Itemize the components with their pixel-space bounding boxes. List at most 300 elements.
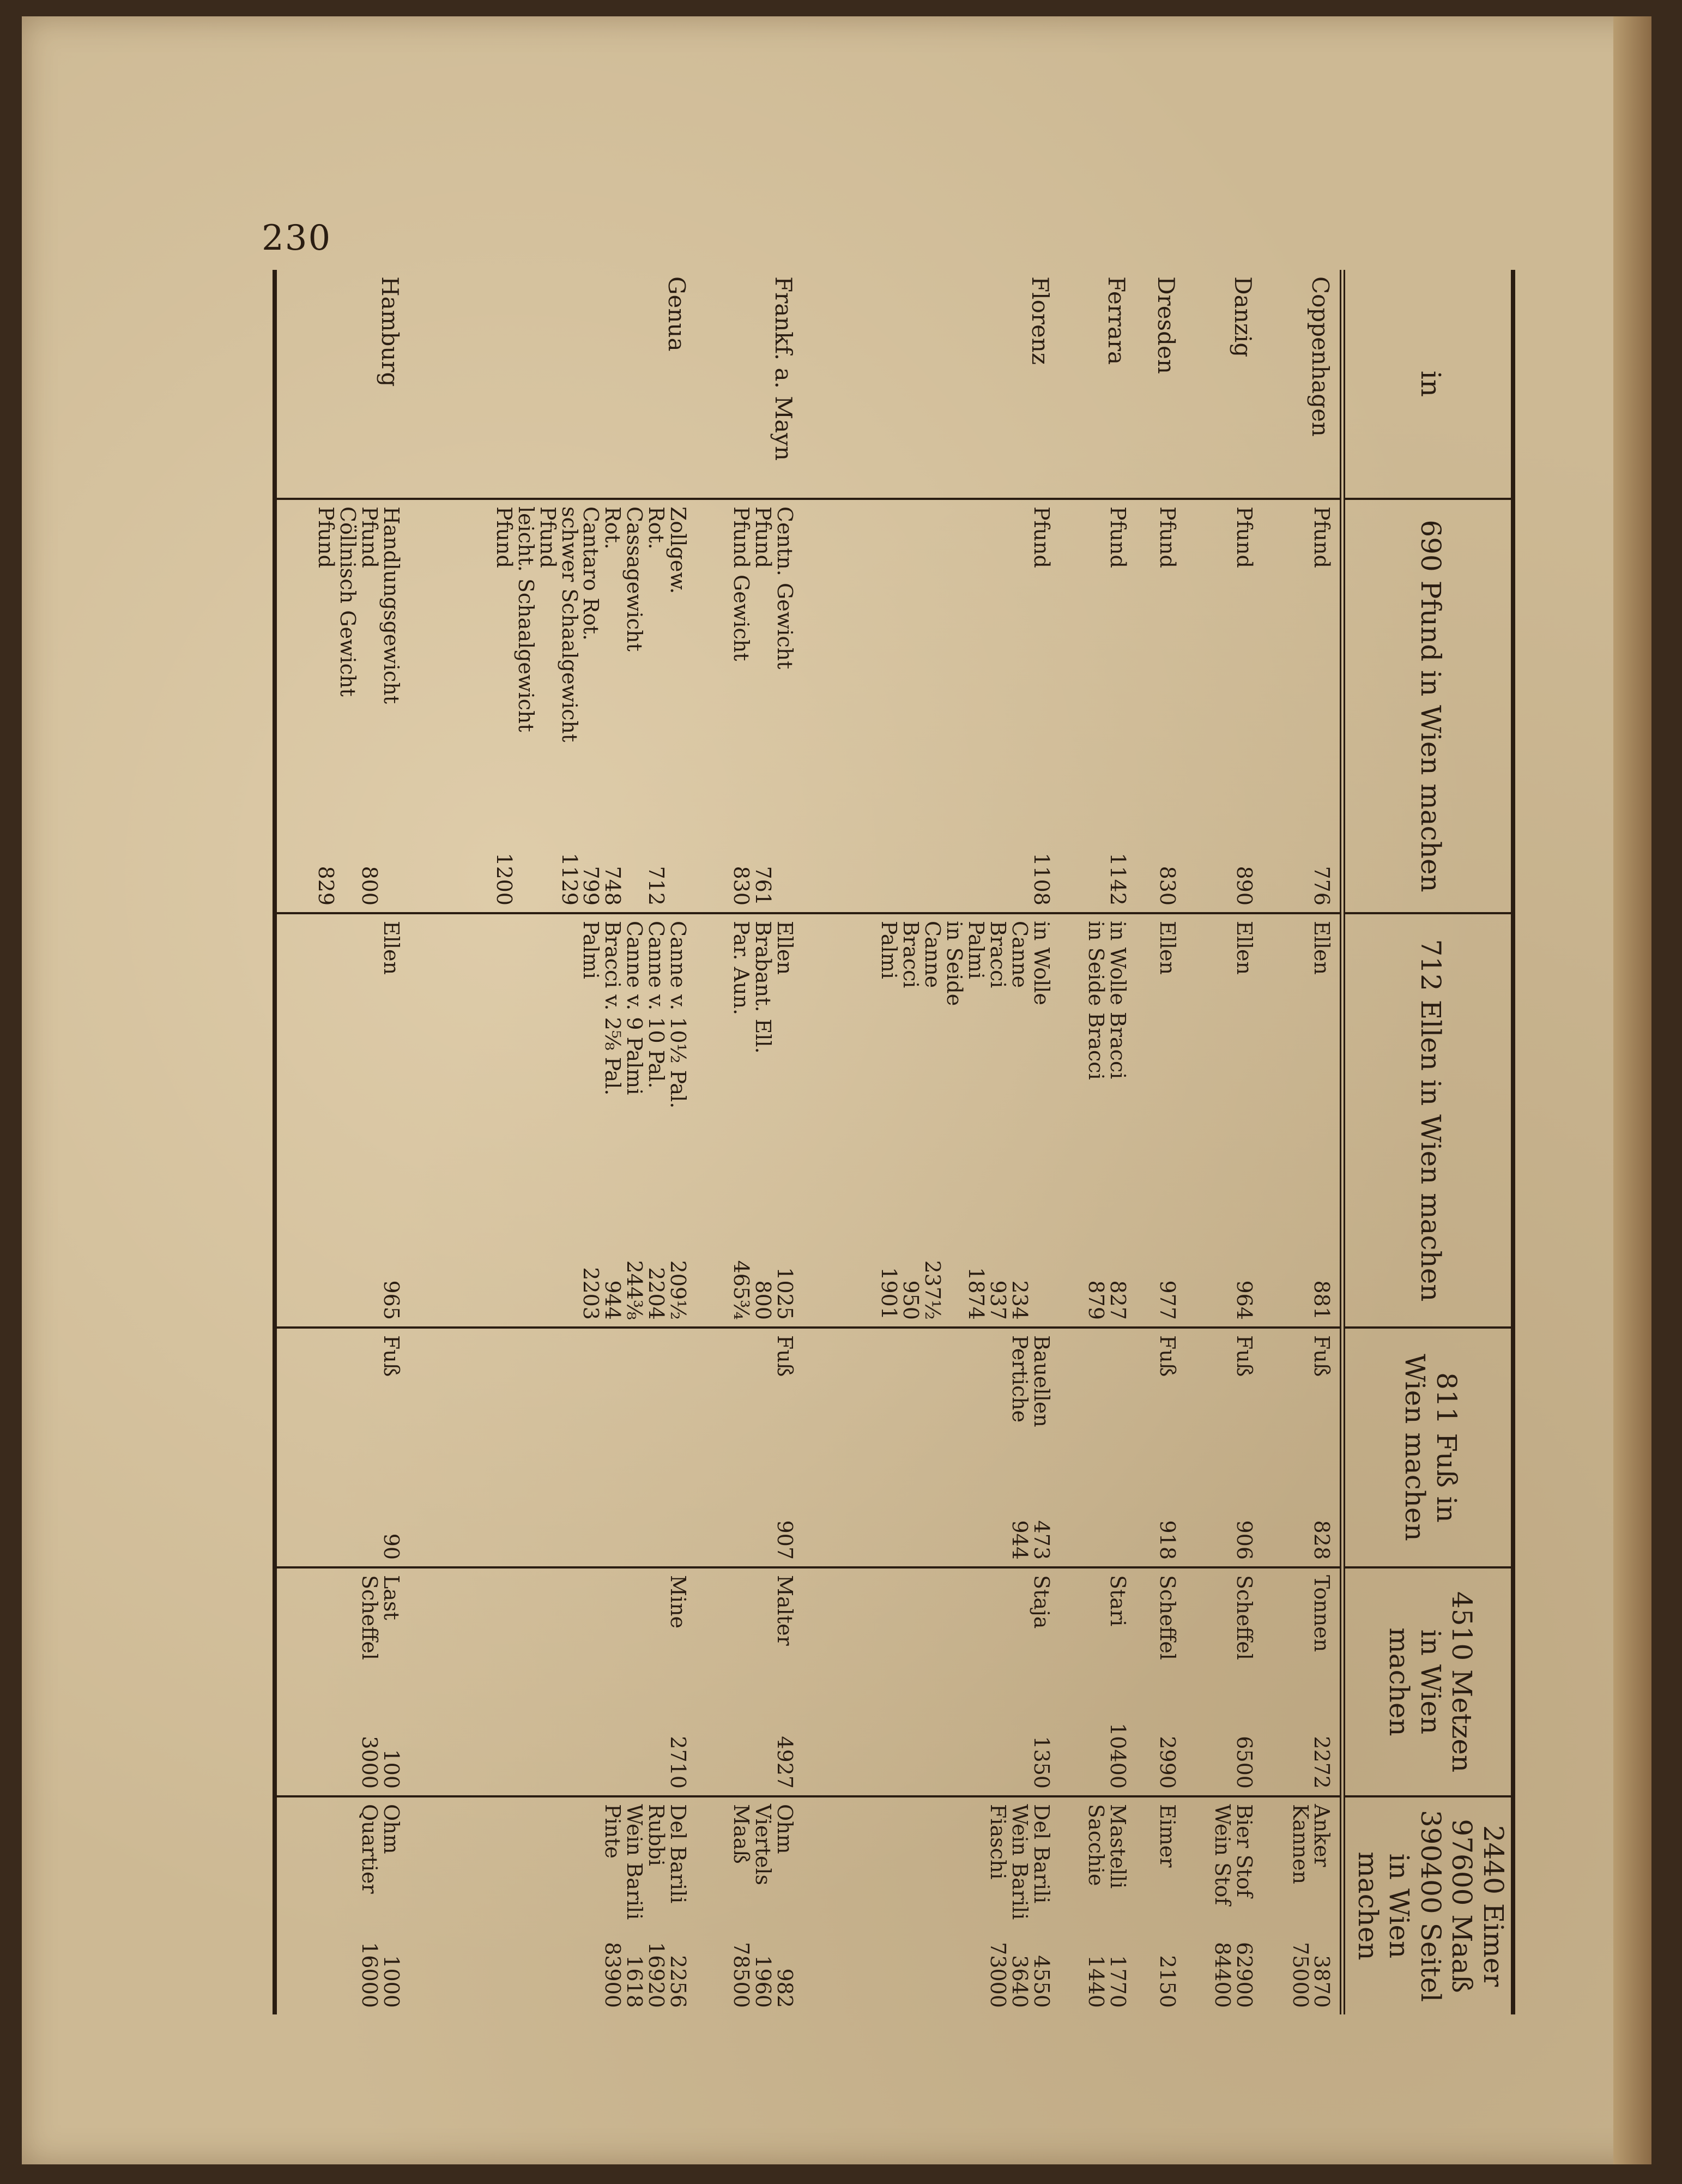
unit-value: 906	[1232, 1520, 1257, 1560]
unit-value: 2203	[579, 1267, 603, 1320]
unit-label: in Wolle	[1029, 921, 1054, 1005]
cell-entry	[1106, 1575, 1128, 1789]
cell-entry	[987, 1804, 1008, 2008]
unit-value	[773, 840, 795, 906]
cell-entry	[752, 921, 773, 1320]
unit-value: 1960	[751, 1955, 775, 2008]
unit-label: Bier Stof	[1232, 1804, 1257, 1898]
cell-entry	[558, 506, 580, 906]
cell-entry	[601, 921, 623, 1320]
cell-entry	[1084, 921, 1109, 1320]
unit-label: Handlungsgewicht	[379, 506, 403, 704]
cell-metzen	[409, 1567, 696, 1796]
unit-label: Cöllnisch Gewicht	[336, 506, 360, 697]
unit-value: 3640	[1007, 1955, 1032, 2008]
unit-value: 944	[1007, 1520, 1032, 1560]
cell-entry	[1233, 1804, 1255, 2008]
unit-value: 2710	[665, 1736, 690, 1789]
unit-value: 84400	[1211, 1942, 1235, 2008]
cell-entry	[730, 1804, 752, 2008]
unit-label: Ohm	[772, 1804, 797, 1854]
unit-label: Pfund	[751, 506, 775, 568]
unit-value: 2272	[1310, 1736, 1334, 1789]
cell-entry	[667, 1804, 688, 2008]
cell-eimer	[696, 1796, 803, 2014]
unit-value: 10400	[1106, 1723, 1130, 1789]
unit-value: 982	[772, 1968, 797, 2008]
unit-value: 937	[985, 1280, 1010, 1320]
table-row	[1262, 270, 1342, 2014]
city-name: Hamburg	[376, 276, 403, 387]
unit-value: 1901	[877, 1267, 901, 1320]
unit-value: 4550	[1029, 1955, 1054, 2008]
unit-label: Last	[379, 1575, 403, 1620]
table-row	[696, 270, 803, 2014]
unit-value: 3870	[1310, 1955, 1334, 2008]
unit-label: schwer Schaalgewicht	[557, 506, 582, 743]
cell-entry	[899, 921, 921, 1320]
cell-entry	[358, 506, 380, 906]
table-row	[409, 270, 696, 2014]
cell-eimer	[803, 1796, 1060, 2014]
unit-value: 1350	[1029, 1736, 1054, 1789]
cell-ellen	[1186, 913, 1263, 1328]
unit-label: Wein Barili	[622, 1804, 647, 1920]
unit-label: Pertiche	[1007, 1335, 1032, 1423]
unit-label: Quartier	[357, 1804, 382, 1894]
unit-value: 1142	[1106, 853, 1130, 906]
unit-label: Pfund	[1232, 506, 1257, 568]
cell-entry	[380, 1335, 402, 1560]
cell-pfund	[273, 499, 409, 913]
cell-entry	[878, 921, 900, 1320]
unit-value: 75000	[1288, 1942, 1312, 2008]
cell-entry	[1030, 921, 1052, 1320]
unit-value: 944	[601, 1280, 625, 1320]
header-fuss: 811 Fuß in Wien machen	[1343, 1328, 1516, 1567]
unit-label: Sacchie	[1084, 1804, 1109, 1886]
header-city: in	[1343, 270, 1516, 499]
unit-label: Centn. Gewicht	[772, 506, 797, 669]
cell-entry	[314, 506, 336, 906]
header-eimer: 2440 Eimer 97600 Maaß 390400 Seitel in Wien machen	[1343, 1796, 1516, 2014]
cell-metzen	[1060, 1567, 1136, 1796]
cell-pfund	[1262, 499, 1342, 913]
cell-entry	[645, 1804, 667, 2008]
unit-label: in Wolle Bracci	[1106, 921, 1130, 1079]
unit-value: 16000	[357, 1942, 382, 2008]
unit-label: Scheffel	[1232, 1575, 1257, 1660]
cell-entry	[336, 506, 358, 906]
cell-entry	[1030, 506, 1052, 906]
unit-value: 977	[1155, 1280, 1180, 1320]
cell-entry	[1106, 1804, 1128, 2008]
cell-entry	[667, 921, 688, 1320]
cell-pfund	[1136, 499, 1185, 913]
table-row	[273, 270, 409, 2014]
cell-metzen	[1136, 1567, 1185, 1796]
unit-label: Cantaro Rot.	[579, 506, 603, 641]
page-number: 230	[262, 218, 332, 258]
unit-value: 1129	[557, 853, 582, 906]
unit-label: Malter	[772, 1575, 797, 1646]
unit-label: Canne v. 10½ Pal.	[665, 921, 690, 1109]
cell-entry	[1157, 506, 1178, 906]
cell-entry	[623, 921, 645, 1320]
cell-entry	[1311, 1575, 1333, 1789]
unit-label: Ellen	[1232, 921, 1257, 975]
unit-label: Palmi	[877, 921, 901, 979]
unit-value: 6500	[1232, 1736, 1257, 1789]
unit-value: 237½	[921, 1260, 945, 1320]
cell-entry	[515, 506, 536, 906]
cell-ellen	[1262, 913, 1342, 1328]
unit-label: Cassagewicht	[622, 506, 647, 651]
unit-value: 827	[1106, 1280, 1130, 1320]
unit-label: Pfund	[1310, 506, 1334, 568]
unit-label: Mine	[665, 1575, 690, 1629]
unit-value: 62900	[1232, 1942, 1257, 2008]
unit-label: Canne v. 10 Pal.	[644, 921, 669, 1089]
cell-pfund	[1186, 499, 1263, 913]
table-header-row	[1343, 270, 1516, 2014]
unit-value: 3000	[357, 1736, 382, 1789]
table-row	[1060, 270, 1136, 2014]
cell-entry	[358, 1575, 380, 1789]
cell-entry	[965, 921, 987, 1320]
cell-pfund	[1060, 499, 1136, 913]
unit-label: Fiaschi	[985, 1804, 1010, 1880]
cell-entry	[752, 506, 773, 906]
cell-fuss	[1262, 1328, 1342, 1567]
cell-entry	[601, 506, 623, 906]
unit-label: Zollgew.	[665, 506, 690, 594]
city-name: Genua	[663, 276, 690, 352]
city-name: Danzig	[1230, 276, 1257, 358]
cell-metzen	[1186, 1567, 1263, 1796]
header-pfund: 690 Pfund in Wien machen	[1343, 499, 1516, 913]
unit-label: in Seide	[942, 921, 967, 1006]
cell-eimer	[409, 1796, 696, 2014]
cell-entry	[730, 921, 752, 1320]
cell-fuss	[1060, 1328, 1136, 1567]
cell-ellen	[1060, 913, 1136, 1328]
cell-entry	[1008, 921, 1030, 1320]
city-name: Coppenhagen	[1307, 276, 1334, 437]
unit-label: Bracci v. 2⅝ Pal.	[601, 921, 625, 1096]
unit-value: 881	[1310, 1280, 1334, 1320]
table-row	[803, 270, 1060, 2014]
unit-value: 2256	[665, 1955, 690, 2008]
unit-label: in Seide Bracci	[1084, 921, 1109, 1080]
unit-value: 90	[379, 1533, 403, 1560]
cell-entry	[1233, 1335, 1255, 1560]
unit-label: Mastelli	[1106, 1804, 1130, 1889]
cell-entry	[1106, 506, 1128, 906]
cell-entry	[987, 921, 1008, 1320]
unit-value: 209½	[665, 1260, 690, 1320]
unit-label: Del Barili	[665, 1804, 690, 1904]
unit-value: 1025	[772, 1267, 797, 1320]
cell-eimer	[1262, 1796, 1342, 2014]
unit-label: Pfund	[1106, 506, 1130, 568]
cell-entry	[667, 1575, 688, 1789]
unit-value: 1874	[964, 1267, 989, 1320]
unit-label: Bracci	[899, 921, 923, 988]
unit-value: 918	[1155, 1520, 1180, 1560]
unit-value: 800	[751, 1280, 775, 1320]
unit-label: Pfund	[535, 506, 560, 568]
unit-label: Rubbi	[644, 1804, 669, 1866]
unit-label: Stari	[1106, 1575, 1130, 1627]
unit-label: Palmi	[579, 921, 603, 979]
unit-value: 73000	[985, 1942, 1010, 2008]
unit-value: 234	[1007, 1280, 1032, 1320]
unit-label: Par. Aun.	[729, 921, 753, 1016]
city-name: Frankf. a. Mayn	[770, 276, 797, 461]
cell-entry	[1008, 1804, 1030, 2008]
unit-label: Rot.	[601, 506, 625, 550]
unit-value: 1618	[622, 1955, 647, 2008]
cell-fuss	[1186, 1328, 1263, 1567]
cell-entry	[380, 1575, 402, 1789]
unit-label: Canne	[1007, 921, 1032, 988]
header-ellen: 712 Ellen in Wien machen	[1343, 913, 1516, 1328]
cell-eimer	[1186, 1796, 1263, 2014]
cell-entry	[773, 506, 795, 906]
cell-eimer	[273, 1796, 409, 2014]
unit-label: Wein Stof	[1211, 1804, 1235, 1905]
cell-entry	[1008, 1335, 1030, 1560]
cell-entry	[1233, 506, 1255, 906]
unit-label: Ellen	[379, 921, 403, 975]
cell-metzen	[696, 1567, 803, 1796]
cell-ellen	[1136, 913, 1185, 1328]
unit-value: 799	[579, 866, 603, 906]
cell-entry	[601, 1804, 623, 2008]
unit-value: 78500	[729, 1942, 753, 2008]
unit-label: Pfund	[492, 506, 516, 568]
unit-label: Palmi	[964, 921, 989, 979]
unit-value: 1440	[1084, 1955, 1109, 2008]
cell-entry	[1311, 921, 1333, 1320]
unit-value: 244⅜	[622, 1260, 647, 1320]
unit-label: Bauellen	[1029, 1335, 1054, 1427]
cell-ellen	[409, 913, 696, 1328]
unit-value: 950	[899, 1280, 923, 1320]
unit-label: Bracci	[985, 921, 1010, 988]
unit-label: Fuß	[772, 1335, 797, 1377]
unit-label: Ellen	[1155, 921, 1180, 975]
unit-label: Del Barili	[1029, 1804, 1054, 1904]
cell-entry	[493, 506, 515, 906]
unit-value: 748	[601, 866, 625, 906]
conversion-table	[273, 270, 1515, 2014]
unit-label: Fuß	[379, 1335, 403, 1377]
cell-entry	[1211, 1804, 1233, 2008]
unit-value: 712	[644, 866, 669, 906]
table-row	[1136, 270, 1185, 2014]
cell-entry	[1289, 1804, 1311, 2008]
cell-entry	[667, 506, 688, 906]
cell-entry	[580, 921, 602, 1320]
unit-label: Scheffel	[1155, 1575, 1180, 1660]
header-metzen: 4510 Metzen in Wien machen	[1343, 1567, 1516, 1796]
cell-entry	[773, 1575, 795, 1789]
unit-value	[667, 840, 688, 906]
unit-value: 828	[1310, 1520, 1334, 1560]
cell-fuss	[1136, 1328, 1185, 1567]
book-gutter	[1613, 16, 1651, 2164]
unit-value: 465¾	[729, 1260, 753, 1320]
unit-value	[536, 840, 558, 906]
unit-value: 1770	[1106, 1955, 1130, 2008]
unit-value: 879	[1084, 1280, 1109, 1320]
cell-entry	[773, 1335, 795, 1560]
cell-entry	[380, 506, 402, 906]
cell-fuss	[696, 1328, 803, 1567]
unit-label: Fuß	[1155, 1335, 1180, 1377]
unit-label: Pinte	[601, 1804, 625, 1859]
cell-entry	[752, 1804, 773, 2008]
cell-entry	[1157, 1335, 1178, 1560]
unit-value: 16920	[644, 1942, 669, 2008]
unit-label: Ellen	[1310, 921, 1334, 975]
cell-pfund	[696, 499, 803, 913]
unit-value: 4927	[772, 1736, 797, 1789]
book-page	[22, 16, 1651, 2164]
unit-label: Brabant. Ell.	[751, 921, 775, 1054]
cell-entry	[1311, 506, 1333, 906]
unit-label: Pfund	[1029, 506, 1054, 568]
cell-eimer	[1060, 1796, 1136, 2014]
table-row	[1186, 270, 1263, 2014]
unit-label: Eimer	[1155, 1804, 1180, 1868]
city-name: Dresden	[1153, 276, 1180, 374]
unit-label: Pfund Gewicht	[729, 506, 753, 661]
cell-entry	[380, 921, 402, 1320]
unit-label: leicht. Schaalgewicht	[513, 506, 538, 732]
unit-label: Ohm	[379, 1804, 403, 1854]
unit-label: Rot.	[644, 506, 669, 550]
cell-entry	[645, 506, 667, 906]
unit-label: Maaß	[729, 1804, 753, 1864]
unit-value: 1200	[492, 853, 516, 906]
unit-label: Pfund	[357, 506, 382, 568]
unit-label: Scheffel	[357, 1575, 382, 1660]
cell-entry	[1030, 1575, 1052, 1789]
unit-value	[943, 1254, 965, 1320]
unit-value: 800	[357, 866, 382, 906]
cell-entry	[536, 506, 558, 906]
unit-value: 761	[751, 866, 775, 906]
unit-label: Tonnen	[1310, 1575, 1334, 1652]
unit-value: 830	[729, 866, 753, 906]
cell-entry	[1157, 921, 1178, 1320]
city-name: Ferrara	[1103, 276, 1130, 365]
unit-value: 907	[772, 1520, 797, 1560]
unit-value: 890	[1232, 866, 1257, 906]
conversion-table-rotated	[273, 270, 1515, 2014]
cell-ellen	[696, 913, 803, 1328]
unit-label: Anker	[1310, 1804, 1334, 1867]
cell-fuss	[273, 1328, 409, 1567]
unit-value: 2990	[1155, 1736, 1180, 1789]
cell-entry	[623, 506, 645, 906]
cell-entry	[943, 921, 965, 1320]
unit-label: Wein Barili	[1007, 1804, 1032, 1920]
unit-label: Kannen	[1288, 1804, 1312, 1884]
unit-value	[336, 840, 358, 906]
cell-metzen	[1262, 1567, 1342, 1796]
unit-value: 776	[1310, 866, 1334, 906]
cell-entry	[623, 1804, 645, 2008]
cell-eimer	[1136, 1796, 1185, 2014]
unit-value: 100	[379, 1749, 403, 1789]
cell-fuss	[803, 1328, 1060, 1567]
cell-entry	[773, 921, 795, 1320]
cell-entry	[773, 1804, 795, 2008]
unit-label: Ellen	[772, 921, 797, 975]
city-name: Florenz	[1026, 276, 1054, 365]
cell-entry	[1030, 1804, 1052, 2008]
cell-entry	[730, 506, 752, 906]
cell-entry	[1233, 921, 1255, 1320]
unit-value: 83900	[601, 1942, 625, 2008]
cell-metzen	[803, 1567, 1060, 1796]
unit-value	[515, 840, 536, 906]
unit-label: Fuß	[1310, 1335, 1334, 1377]
cell-entry	[380, 1804, 402, 2008]
unit-value: 1108	[1029, 853, 1054, 906]
unit-label: Canne v. 9 Palmi	[622, 921, 647, 1095]
unit-value: 473	[1029, 1520, 1054, 1560]
unit-value: 965	[379, 1280, 403, 1320]
cell-entry	[921, 921, 943, 1320]
unit-value	[623, 840, 645, 906]
unit-value: 829	[314, 866, 338, 906]
cell-entry	[1311, 1804, 1333, 2008]
cell-metzen	[273, 1567, 409, 1796]
unit-label: Fuß	[1232, 1335, 1257, 1377]
cell-entry	[1157, 1575, 1178, 1789]
cell-entry	[1311, 1335, 1333, 1560]
unit-value	[1030, 1254, 1052, 1320]
cell-entry	[580, 506, 602, 906]
unit-label: Pfund	[1155, 506, 1180, 568]
unit-label: Viertels	[751, 1804, 775, 1885]
cell-entry	[358, 1804, 380, 2008]
table-body	[273, 270, 1343, 2014]
unit-value: 964	[1232, 1280, 1257, 1320]
unit-value: 830	[1155, 866, 1180, 906]
cell-entry	[1233, 1575, 1255, 1789]
cell-fuss	[409, 1328, 696, 1567]
unit-label: Staja	[1029, 1575, 1054, 1629]
unit-label: Pfund	[314, 506, 338, 568]
unit-label: Canne	[921, 921, 945, 988]
cell-pfund	[803, 499, 1060, 913]
cell-entry	[1084, 1804, 1109, 2008]
cell-entry	[1157, 1804, 1178, 2008]
unit-value: 2150	[1155, 1955, 1180, 2008]
cell-entry	[1106, 921, 1128, 1320]
cell-ellen	[273, 913, 409, 1328]
cell-entry	[1030, 1335, 1052, 1560]
unit-value: 2204	[644, 1267, 669, 1320]
unit-value: 1000	[379, 1955, 403, 2008]
cell-entry	[645, 921, 667, 1320]
